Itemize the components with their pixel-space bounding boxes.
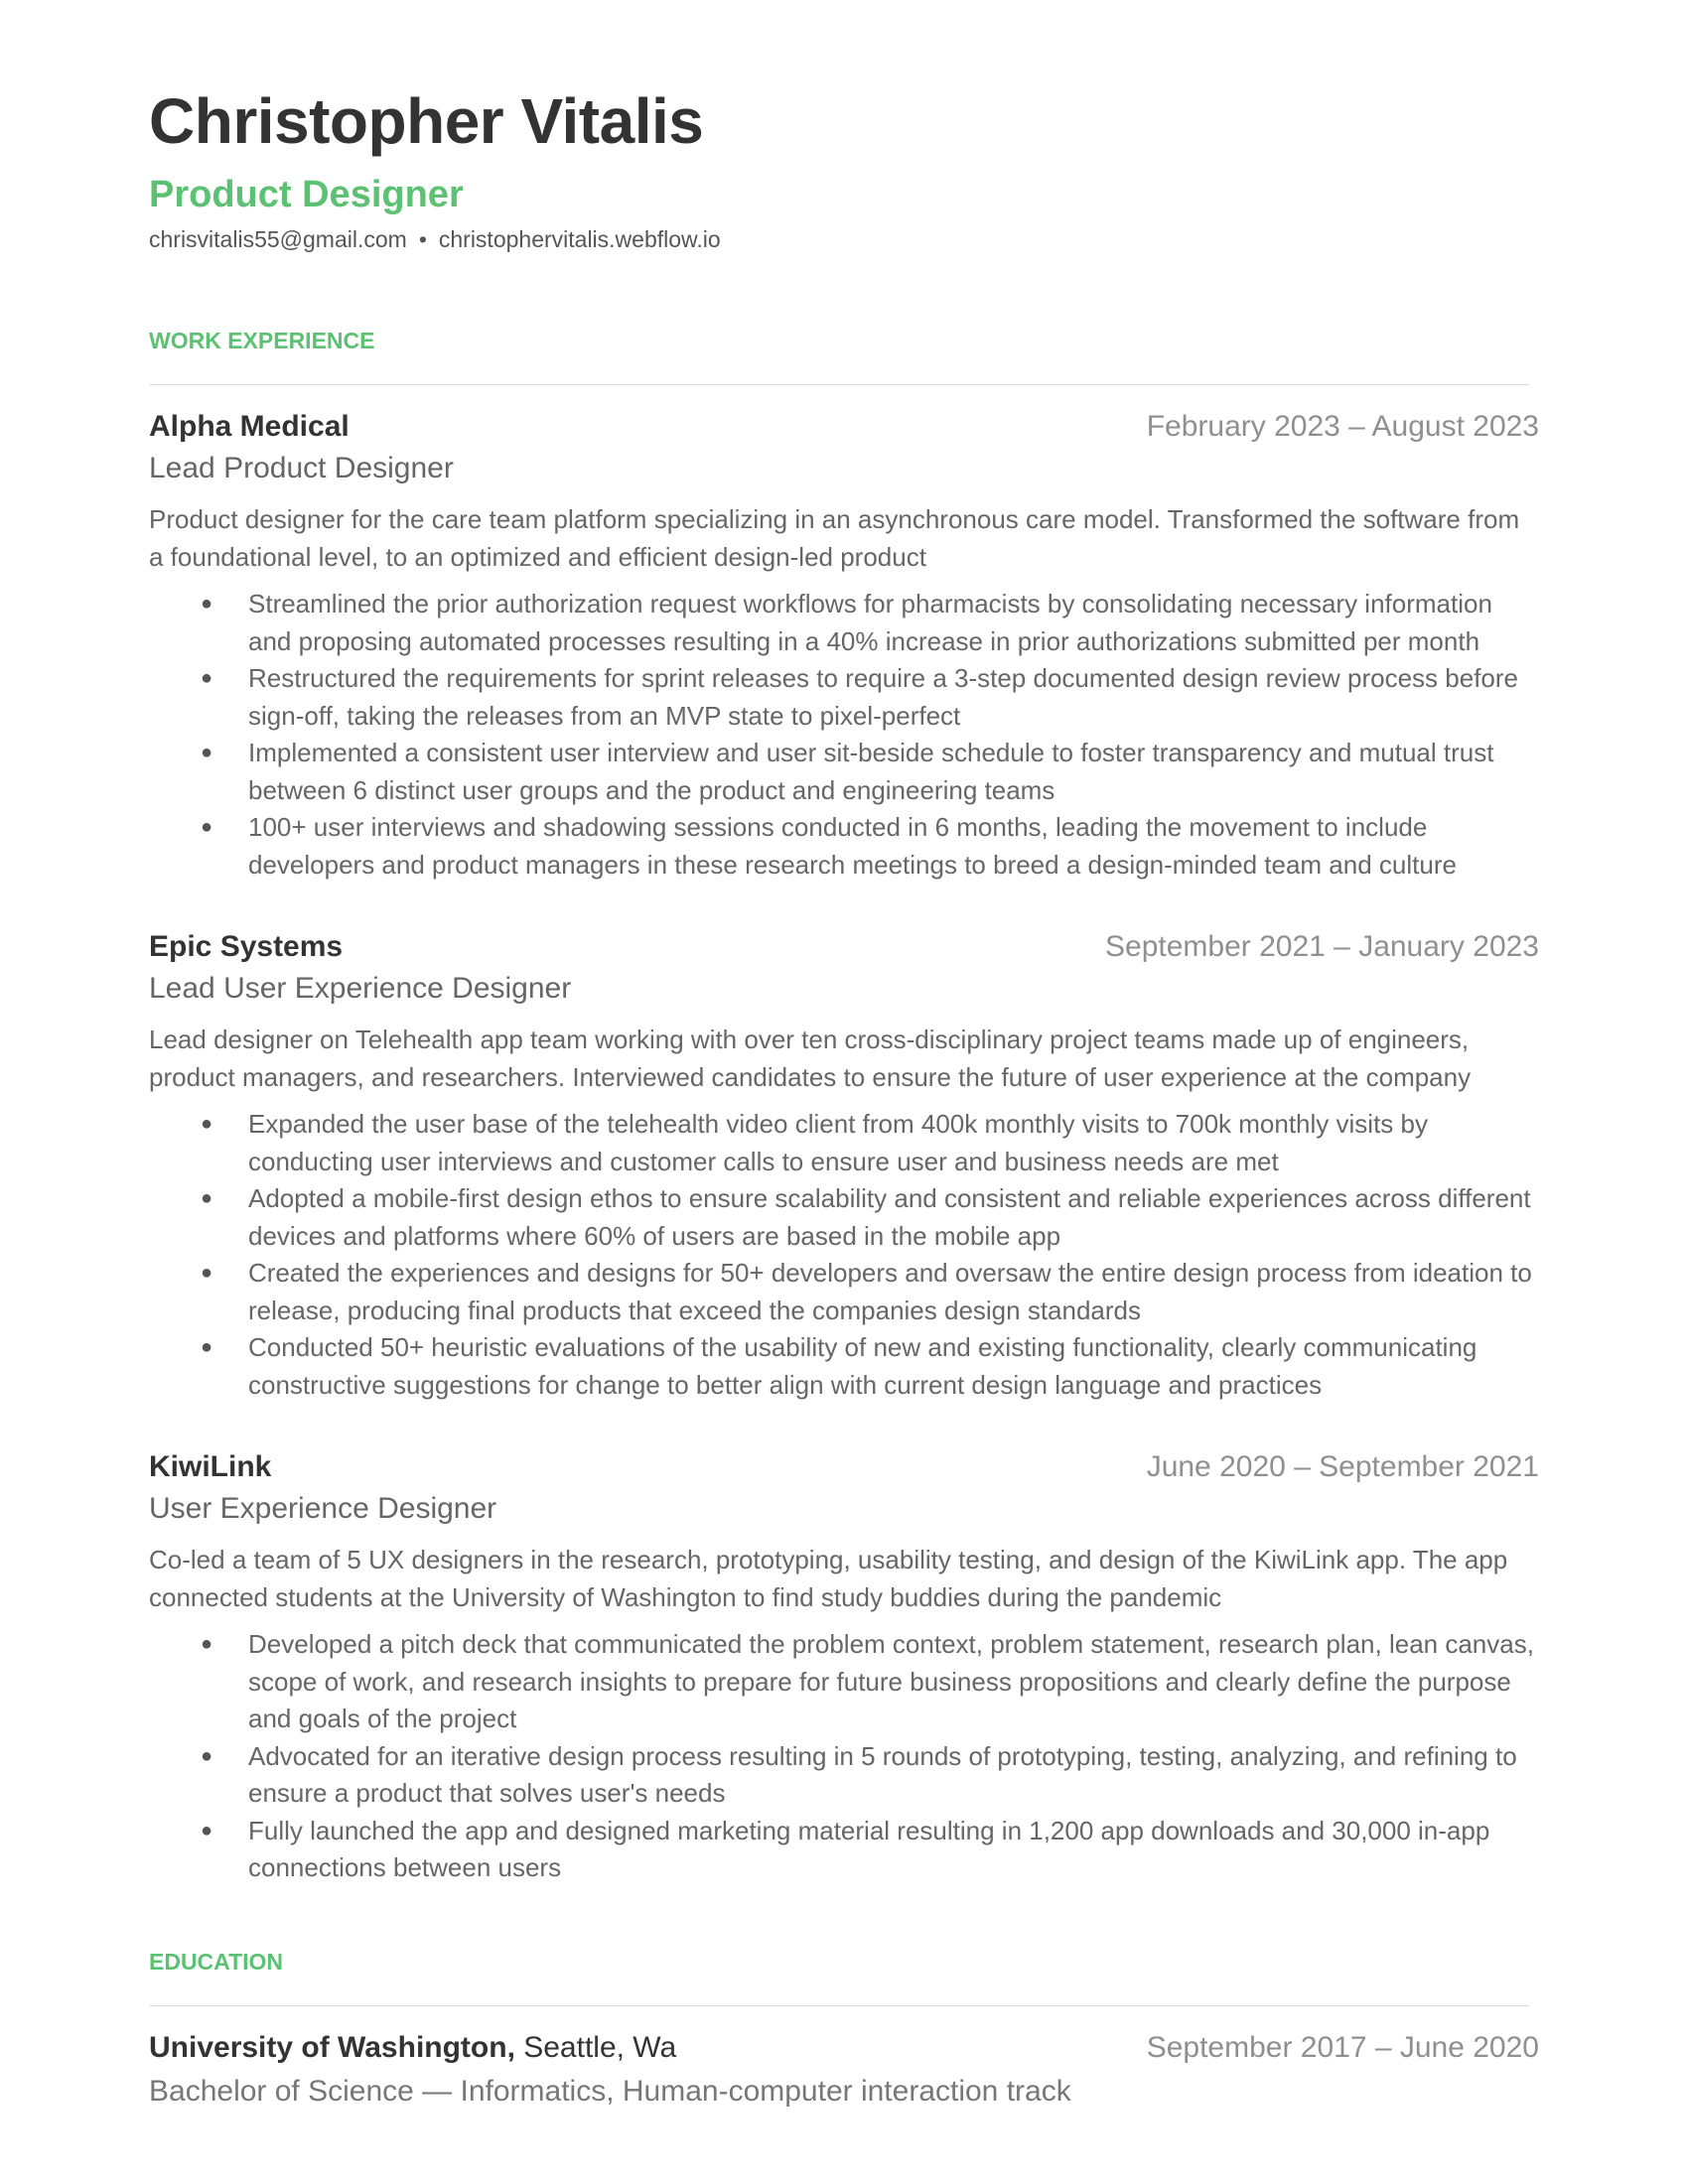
- job-role: Lead User Experience Designer: [149, 972, 572, 1005]
- job-summary: Lead designer on Telehealth app team working with over ten cross-disciplinary project teams made up of engineers, product managers, and researchers. Interviewed candidates to ensure the future of user experience at the company: [149, 1024, 1472, 1092]
- education-divider: [149, 2005, 1529, 2006]
- education-dates: September 2017 – June 2020: [1146, 2031, 1539, 2064]
- bullet-icon: ●: [201, 667, 213, 689]
- company-name: Alpha Medical: [149, 410, 350, 443]
- contact-line: [149, 226, 721, 254]
- bullet-icon: ●: [201, 1633, 213, 1655]
- job-dates: June 2020 – September 2021: [1146, 1450, 1539, 1483]
- list-item: ● Implemented a consistent user interview and user sit-beside schedule to foster transparency and mutual trust between 6 distinct user groups and the product and engineering teams: [149, 735, 1539, 809]
- job-entry-kiwilink: [149, 1449, 1539, 1887]
- job-dates: September 2021 – January 2023: [1105, 930, 1539, 963]
- contact-separator: •: [418, 226, 427, 252]
- email-link[interactable]: chrisvitalis55@gmail.com: [149, 226, 407, 252]
- job-bullets: [149, 1626, 1539, 1887]
- list-item: ● Restructured the requirements for sprint releases to require a 3-step documented design review process before sign-off, taking the releases from an MVP state to pixel-perfect: [149, 660, 1539, 735]
- education-heading: EDUCATION: [149, 1949, 284, 1975]
- company-name: Epic Systems: [149, 930, 344, 963]
- bullet-icon: ●: [201, 1819, 213, 1842]
- bullet-icon: ●: [201, 1262, 213, 1284]
- work-experience-heading: WORK EXPERIENCE: [149, 328, 375, 353]
- school-location: Seattle, Wa: [514, 2031, 677, 2064]
- bullet-icon: ●: [201, 1336, 213, 1358]
- bullet-icon: ●: [201, 1187, 213, 1209]
- job-role: Lead Product Designer: [149, 452, 454, 484]
- candidate-title: Product Designer: [149, 174, 464, 215]
- list-item: ● Conducted 50+ heuristic evaluations of the usability of new and existing functionality, clearly communicating constructive suggestions for change to better align with current design language and practices: [149, 1329, 1539, 1404]
- job-dates: February 2023 – August 2023: [1146, 410, 1539, 443]
- school-name: University of Washington, Seattle, Wa: [149, 2031, 677, 2064]
- bullet-icon: ●: [201, 742, 213, 763]
- list-item: ● Expanded the user base of the telehealth video client from 400k monthly visits to 700k monthly visits by conducting user interviews and customer calls to ensure user and business needs are met: [149, 1106, 1539, 1180]
- list-item: ● Developed a pitch deck that communicated the problem context, problem statement, research plan, lean canvas, scope of work, and research insights to prepare for future business propositions and clearly define the purpose and goals of the project: [149, 1626, 1539, 1738]
- job-entry-epic-systems: [149, 929, 1539, 1404]
- list-item: ● Created the experiences and designs for 50+ developers and oversaw the entire design process from ideation to release, producing final products that exceed the companies design standards: [149, 1255, 1539, 1329]
- job-role: User Experience Designer: [149, 1492, 497, 1525]
- job-summary: Co-led a team of 5 UX designers in the research, prototyping, usability testing, and design of the KiwiLink app. The app connected students at the University of Washington to find study buddies during the pandemic: [149, 1545, 1508, 1612]
- website-link[interactable]: christophervitalis.webflow.io: [438, 226, 721, 252]
- job-bullets: [149, 1106, 1539, 1404]
- education-entry: [149, 2030, 1539, 2110]
- company-name: KiwiLink: [149, 1450, 272, 1483]
- list-item: ● Streamlined the prior authorization request workflows for pharmacists by consolidating necessary information and proposing automated processes resulting in a 40% increase in prior authorizations submitted per month: [149, 586, 1539, 660]
- bullet-icon: ●: [201, 1744, 213, 1767]
- bullet-icon: ●: [201, 593, 213, 614]
- work-divider: [149, 384, 1529, 385]
- list-item: ● Fully launched the app and designed marketing material resulting in 1,200 app downloads and 30,000 in-app connections between users: [149, 1813, 1539, 1887]
- job-entry-alpha-medical: [149, 409, 1539, 884]
- bullet-icon: ●: [201, 1113, 213, 1135]
- list-item: ● 100+ user interviews and shadowing sessions conducted in 6 months, leading the movement to include developers and product managers in these research meetings to breed a design-minded team and culture: [149, 809, 1539, 884]
- list-item: ● Adopted a mobile-first design ethos to ensure scalability and consistent and reliable experiences across different devices and platforms where 60% of users are based in the mobile app: [149, 1180, 1539, 1255]
- job-bullets: [149, 586, 1539, 884]
- job-summary: Product designer for the care team platform specializing in an asynchronous care model. Transformed the software from a foundational level, to an optimized and efficient design-led product: [149, 504, 1520, 572]
- degree: Bachelor of Science — Informatics, Human-computer interaction track: [149, 2075, 1071, 2108]
- list-item: ● Advocated for an iterative design process resulting in 5 rounds of prototyping, testing, analyzing, and refining to ensure a product that solves user's needs: [149, 1738, 1539, 1813]
- candidate-name: Christopher Vitalis: [149, 85, 704, 157]
- bullet-icon: ●: [201, 816, 213, 838]
